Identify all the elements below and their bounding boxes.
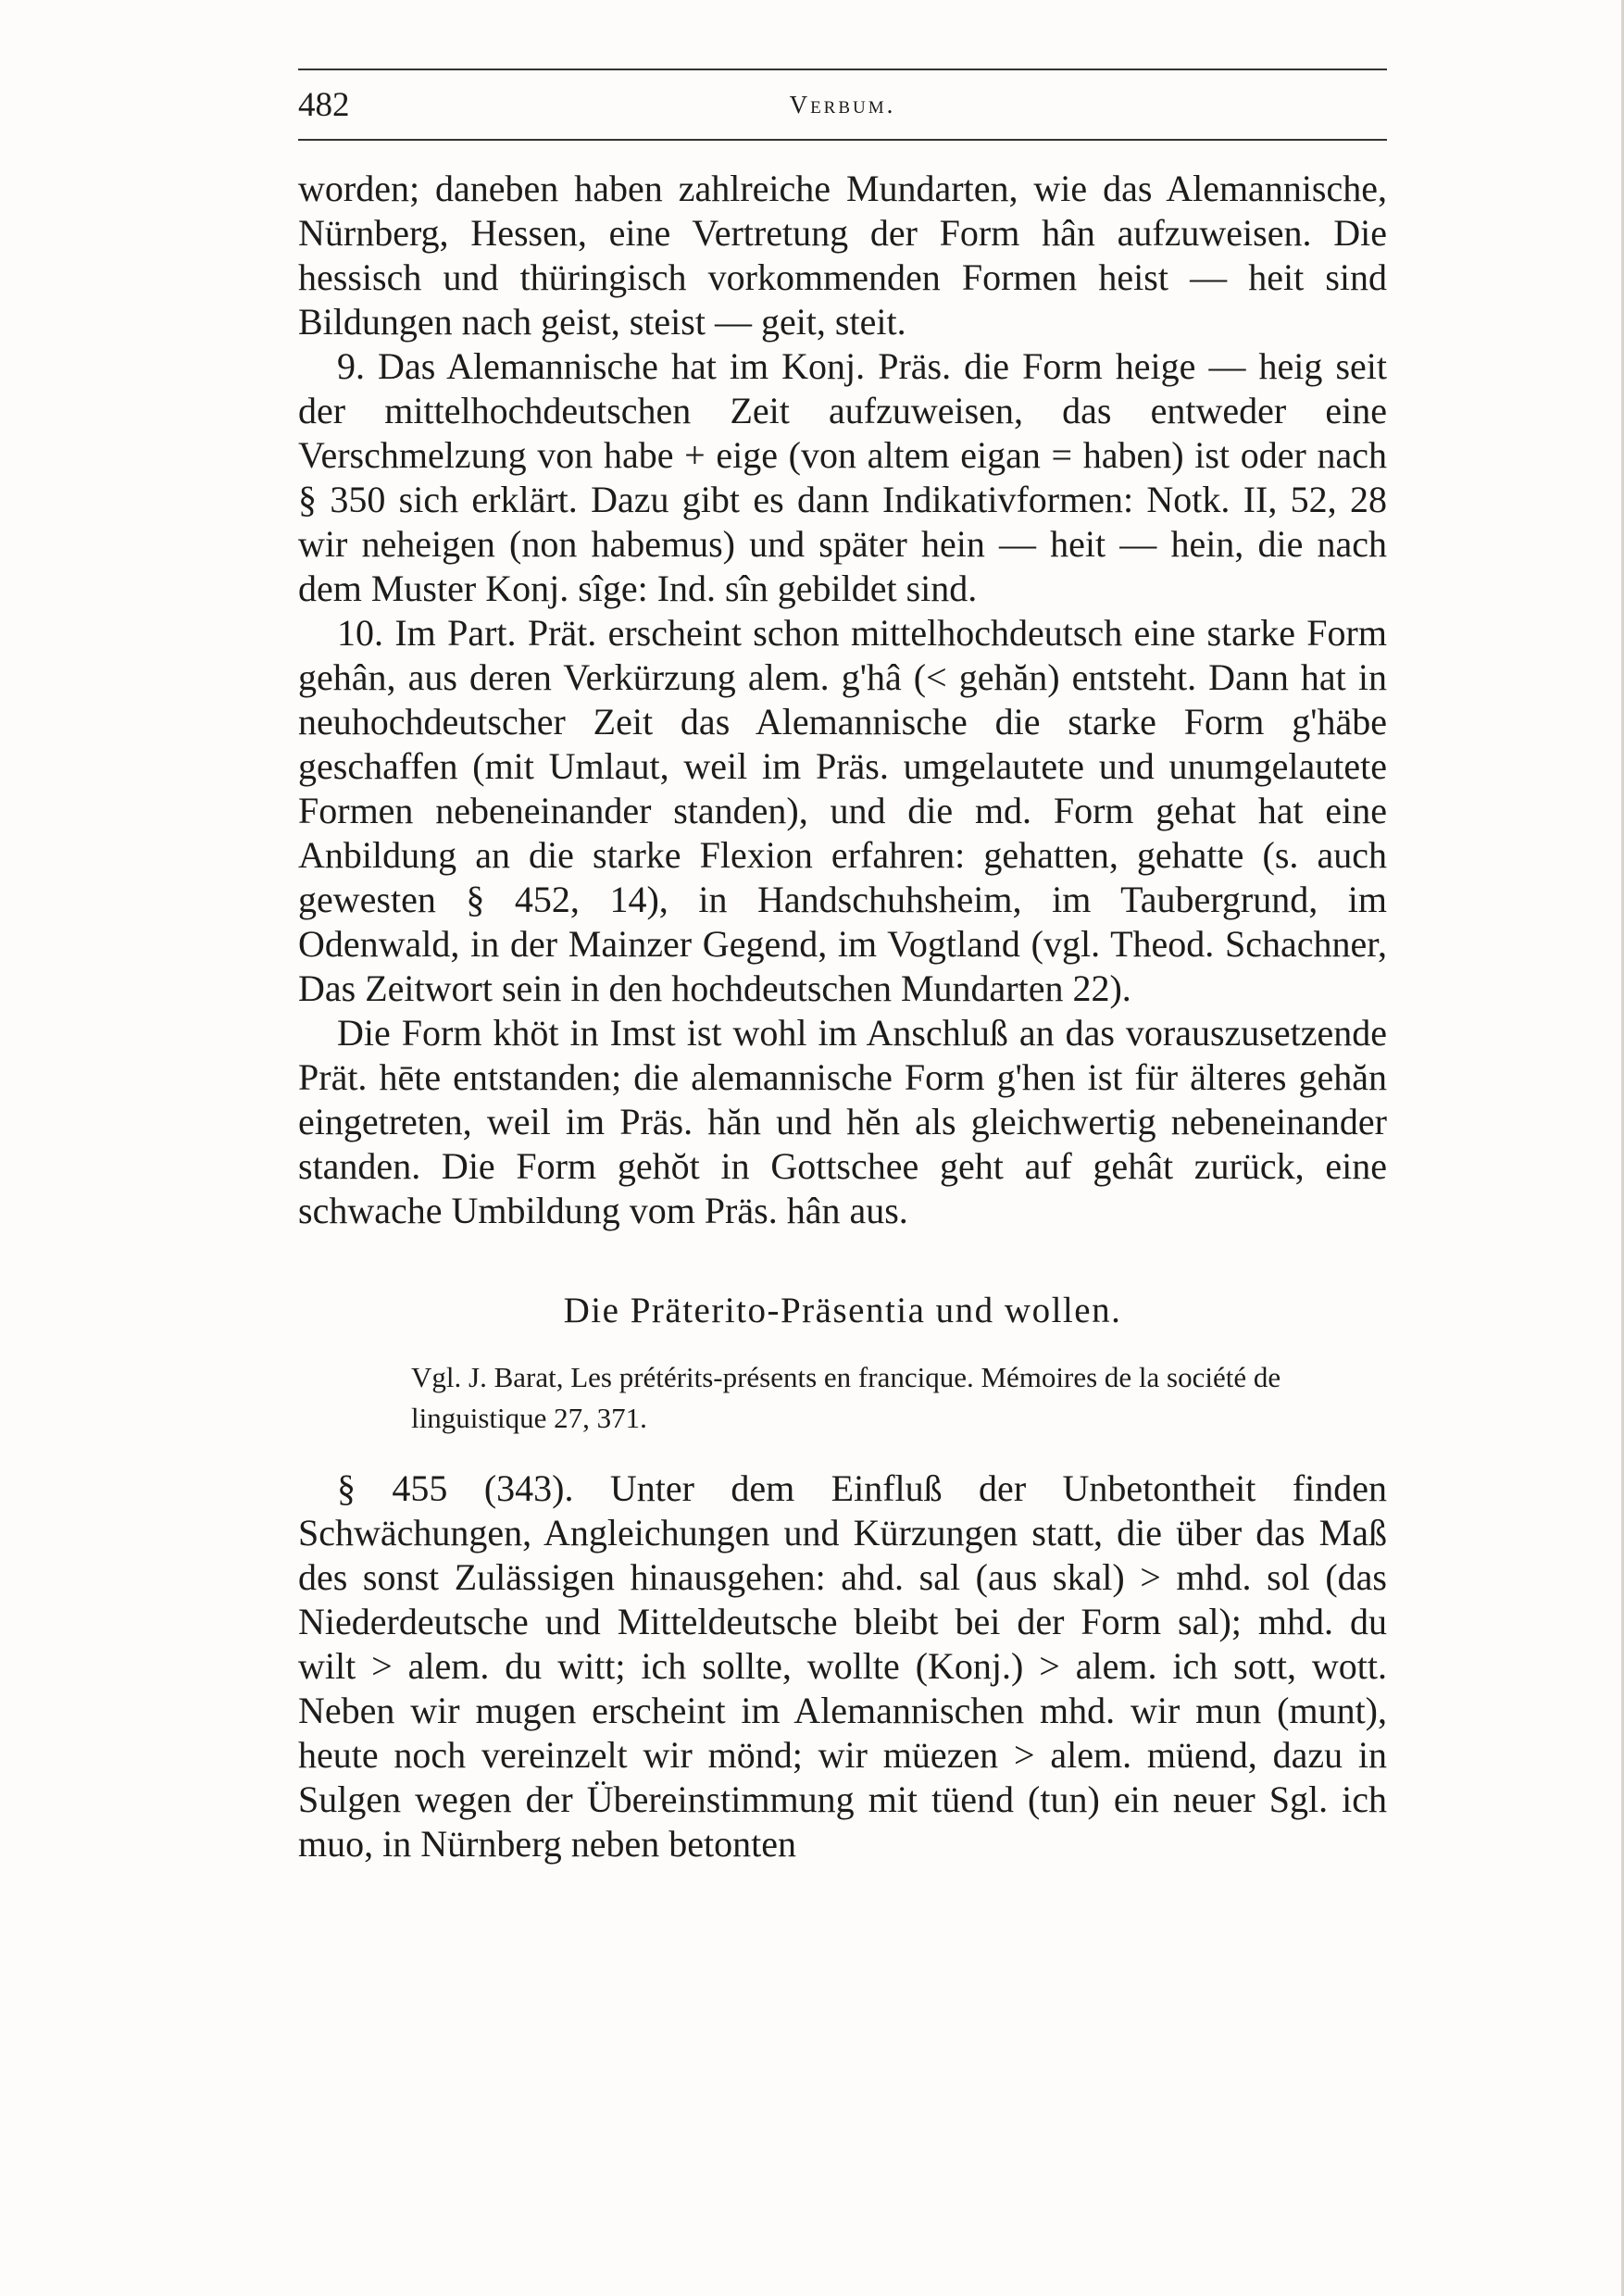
section-heading: Die Präterito-Präsentia und wollen. bbox=[563, 1291, 1122, 1330]
paragraph: 9. Das Alemannische hat im Konj. Präs. die Form heige — heig seit der mittelhochdeutschen Zeit aufzuweisen, das entweder eine Verschmelzung von habe + eige (von altem eigan = haben) ist oder nach § 350 sich erklärt. Dazu gibt es dann Indikativformen: Notk. II, 52, 28 wir neheigen (non habemus) und später hein — heit — hein, die nach dem Muster Konj. sîge: Ind. sîn gebildet sind. bbox=[298, 345, 1387, 609]
paragraph: 10. Im Part. Prät. erscheint schon mittelhochdeutsch eine starke Form gehân, aus deren Verkürzung alem. g'hâ (< gehăn) entsteht. Dann hat in neuhochdeutscher Zeit das Alemannische die starke Form g'häbe geschaffen (mit Umlaut, weil im Präs. umgelautete und unumgelautete Formen nebeneinander standen), und die md. Form gehat hat eine Anbildung an die starke Flexion erfahren: gehatten, gehatte (s. auch gewesten § 452, 14), in Handschuhsheim, im Taubergrund, im Odenwald, in der Mainzer Gegend, im Vogtland (vgl. Theod. Schachner, Das Zeitwort sein in den hochdeutschen Mundarten 22). bbox=[298, 612, 1387, 1009]
running-title: Verbum. bbox=[789, 91, 896, 119]
header-rule-top bbox=[298, 69, 1387, 70]
running-head bbox=[298, 85, 1387, 131]
paragraph: § 455 (343). Unter dem Einfluß der Unbetontheit finden Schwächungen, Angleichungen und Kürzungen statt, die über das Maß des sonst Zulässigen hinausgehen: ahd. sal (aus skal) > mhd. sol (das Niederdeutsche und Mitteldeutsche bleibt bei der Form sal); mhd. du wilt > alem. du witt; ich sollte, wollte (Konj.) > alem. ich sott, wott. Neben wir mugen erscheint im Alemannischen mhd. wir mun (munt), heute noch vereinzelt wir mönd; wir müezen > alem. müend, dazu in Sulgen wegen der Übereinstimmung mit tüend (tun) ein neuer Sgl. ich muo, in Nürnberg neben betonten bbox=[298, 1467, 1387, 1865]
bibliography-note: Vgl. J. Barat, Les prétérits-présents en francique. Mémoires de la société de linguistique 27, 371. bbox=[411, 1361, 1281, 1434]
page-body bbox=[298, 167, 1387, 1866]
paragraph: worden; daneben haben zahlreiche Mundarten, wie das Alemannische, Nürnberg, Hessen, eine Vertretung der Form hân aufzuweisen. Die hessisch und thüringisch vorkommenden Formen heist — heit sind Bildungen nach geist, steist — geit, steit. bbox=[298, 168, 1387, 343]
header-rule-bottom bbox=[298, 139, 1387, 141]
page-number: 482 bbox=[298, 86, 350, 124]
paragraph: Die Form khöt in Imst ist wohl im Anschluß an das vorauszusetzende Prät. hēte entstanden; die alemannische Form g'hen ist für älteres gehăn eingetreten, weil im Präs. hăn und hĕn als gleichwertig nebeneinander standen. Die Form gehŏt in Gottschee geht auf gehât zurück, eine schwache Umbildung vom Präs. hân aus. bbox=[298, 1012, 1387, 1231]
